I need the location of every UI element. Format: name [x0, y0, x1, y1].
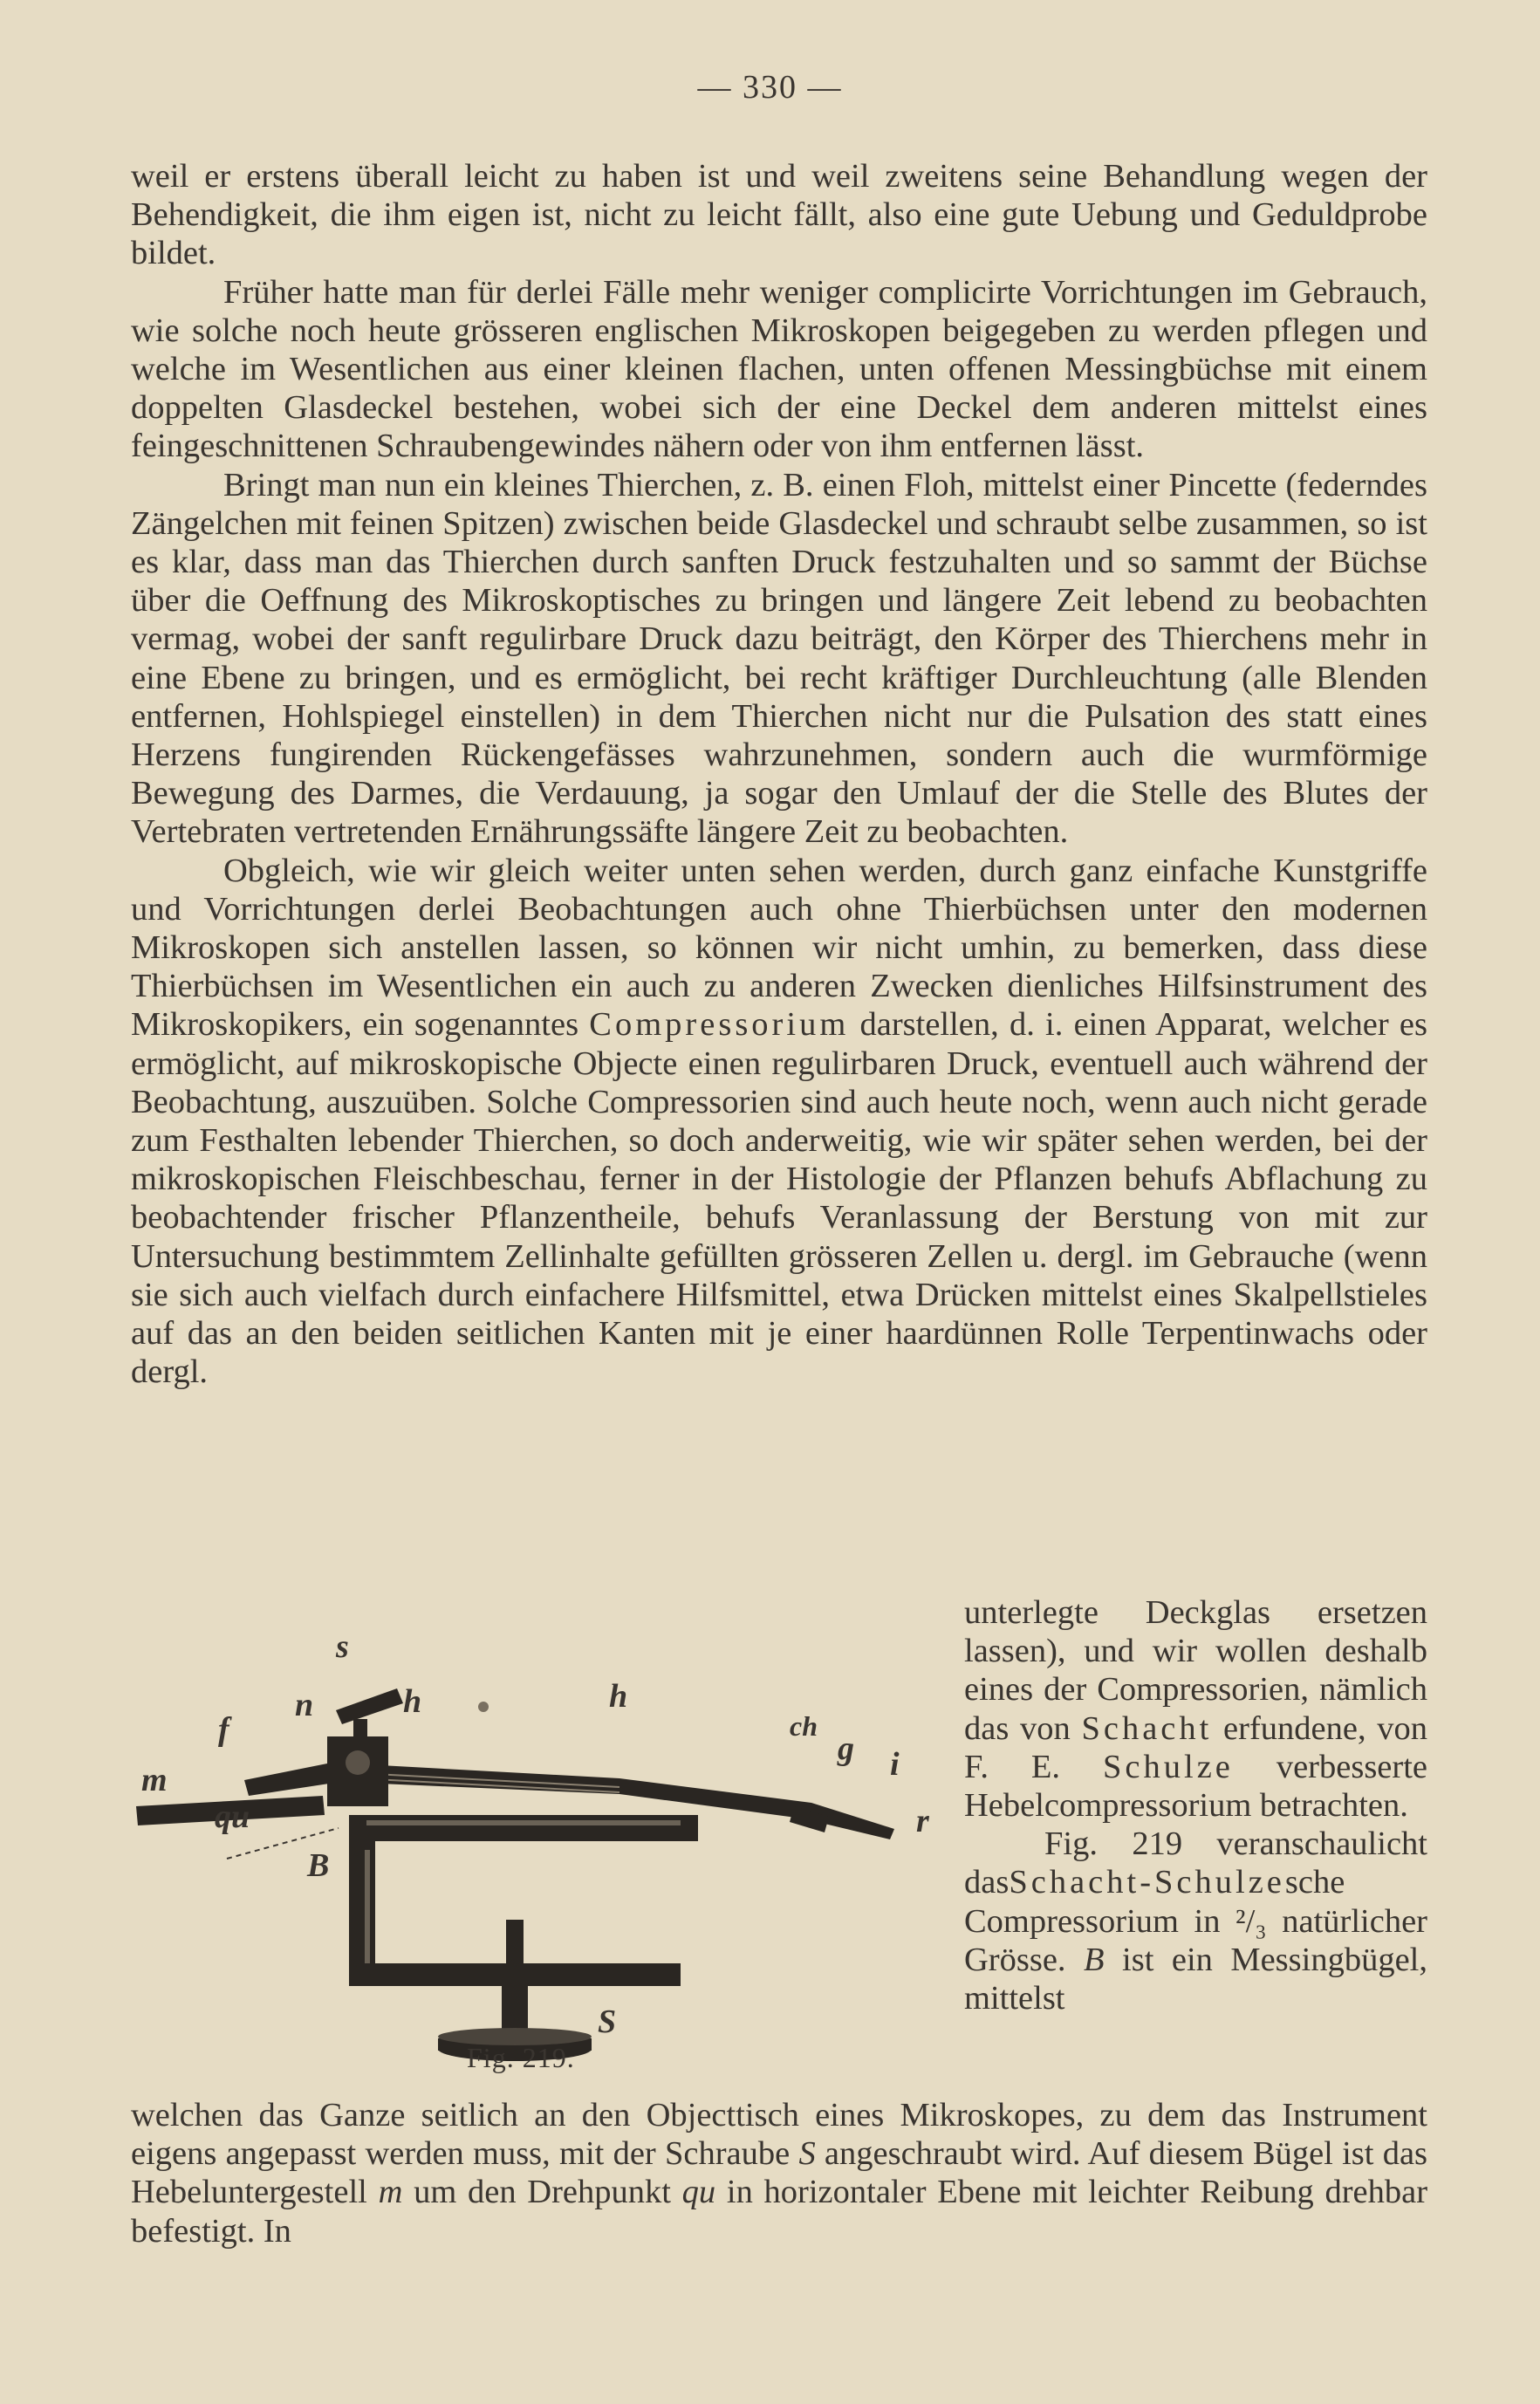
- side-text-a: unterlegte Deckglas ersetzen lassen), und wir wollen deshalb eines der Compressorien, nämlich das von: [964, 1594, 1427, 1747]
- var-B: B: [1084, 1941, 1105, 1978]
- label-o: [478, 1702, 489, 1712]
- bottom-text-d: in horizontaler Ebene mit leichter Reibung drehbar befestigt. In: [131, 2174, 1428, 2250]
- paragraph-4-part-a: Obgleich, wie wir gleich weiter unten sehen werden, durch ganz einfache Kunstgriffe und Vorrichtungen derlei Beobachtungen auch ohne Thierbüchsen unter den modernen Mikroskopen sich anstellen lassen, so können wir nicht umhin, zu bemerken, dass diese Thierbüchsen im Wesentlichen ein auch zu anderen Zwecken dienliches Hilfsinstrument des Mikroskopikers, ein sogenanntes: [131, 852, 1427, 1044]
- name-schulze: Schulze: [1103, 1748, 1234, 1785]
- side-paragraph: [964, 1593, 1427, 1825]
- var-m: m: [378, 2174, 403, 2211]
- compressorium-illustration: [131, 1632, 951, 2086]
- label-ch: ch: [790, 1710, 818, 1742]
- side-text-d: Fig. 219 veranschaulicht das: [964, 1825, 1427, 1901]
- paragraph-3: Bringt man nun ein kleines Thierchen, z. B. einen Floh, mittelst einer Pincette (federndes Zängelchen mit feinen Spitzen) zwischen beide Glasdeckel und schraubt selbe zusammen, so ist es klar, dass man das Thierchen durch sanften Druck festzuhalten und so sammt der Büchse über die Oeffnung des Mikroskoptisches zu bringen und längere Zeit lebend zu beobachten vermag, wobei der sanft regulirbare Druck dazu beiträgt, den Körper des Thierchens mehr in eine Ebene zu bringen, und es ermöglicht, bei recht kräftiger Durchleuchtung (alle Blenden entfernen, Hohlspiegel einstellen) in dem Thierchen nicht nur die Pulsation des statt eines Herzens fungirenden Rückengefässes wahrzunehmen, sondern auch die wurmförmige Bewegung des Darmes, die Verdauung, ja sogar den Umlauf der die Stelle des Blutes der Vertebraten vertretenden Ernährungssäfte längere Zeit zu beobachten.: [131, 466, 1427, 851]
- main-text-block: [131, 157, 1427, 1392]
- label-g: g: [838, 1730, 854, 1767]
- paragraph-2: Früher hatte man für derlei Fälle mehr weniger complicirte Vorrichtungen im Gebrauch, wie solche noch heute grösseren englischen Mikroskopen beigegeben zu werden pflegen und welche im Wesentlichen aus einer kleinen flachen, unten offenen Messingbüchse mit einem doppelten Glasdeckel bestehen, wobei sich der eine Deckel dem anderen mittelst eines feingeschnittenen Schraubengewindes nähern oder von ihm entfernen lässt.: [131, 273, 1427, 465]
- bottom-text-block: [131, 2096, 1427, 2250]
- paragraph-4-part-b: darstellen, d. i. einen Apparat, welcher es ermöglicht, auf mikroskopische Objecte einen regulirbaren Druck, eventuell auch während der Beobachtung, auszuüben. Solche Compressorien sind auch heute noch, wenn auch nicht gerade zum Festhalten lebender Thierchen, so doch anderweitig, wie wir später sehen werden, bei der mikroskopischen Fleischbeschau, ferner in der Histologie der Pflanzen behufs Abflachung zu beobachtender frischer Pflanzentheile, behufs Veranlassung der Berstung von mit zur Untersuchung bestimmtem Zellinhalte gefüllten grösseren Zellen u. dergl. im Gebrauche (wenn sie sich auch vielfach durch einfachere Hilfsmittel, etwa Drücken mittelst eines Skalpellstieles auf das an den beiden seitlichen Kanten mit je einer haardünnen Rolle Terpentinwachs oder dergl.: [131, 1006, 1427, 1391]
- term-compressorium: Compressorium: [589, 1006, 850, 1044]
- var-S: S: [798, 2135, 816, 2173]
- paragraph-bottom: [131, 2096, 1427, 2250]
- bottom-text-c: um den Drehpunkt: [414, 2174, 671, 2211]
- figure-219: [131, 1628, 951, 2086]
- label-B: B: [307, 1847, 330, 1884]
- label-S: S: [598, 2003, 617, 2040]
- label-r: r: [916, 1803, 929, 1839]
- side-text-b: erfundene, von F. E.: [964, 1709, 1428, 1785]
- side-text-column: [964, 1593, 1427, 2017]
- page-number: — 330 —: [697, 69, 843, 106]
- side-text-e: sche Compressorium in ²/₃ natürlicher Grösse.: [964, 1864, 1427, 1978]
- var-qu: qu: [681, 2174, 716, 2211]
- label-n: n: [295, 1687, 314, 1723]
- label-i: i: [890, 1746, 900, 1783]
- label-qu: qu: [215, 1798, 250, 1835]
- paragraph-4: [131, 852, 1427, 1392]
- label-m: m: [141, 1762, 168, 1798]
- side-text-c: verbesserte Hebelcompressorium betrachten.: [964, 1748, 1427, 1825]
- figure-caption: Fig. 219.: [467, 2042, 575, 2073]
- label-h-right: h: [609, 1678, 628, 1715]
- side-paragraph-2: [964, 1825, 1427, 2017]
- bottom-text-a: welchen das Ganze seitlich an den Objecttisch eines Mikroskopes, zu dem das Instrument eigens angepasst werden muss, mit der Schraube: [131, 2097, 1427, 2173]
- paragraph-1: weil er erstens überall leicht zu haben ist und weil zweitens seine Behandlung wegen der Behendigkeit, die ihm eigen ist, nicht zu leicht fällt, also eine gute Uebung und Geduldprobe bildet.: [131, 158, 1427, 272]
- label-h-left: h: [403, 1683, 422, 1720]
- bottom-text-b: angeschraubt wird. Auf diesem Bügel ist das Hebeluntergestell: [131, 2135, 1428, 2211]
- name-schacht-schulze: Schacht-Schulze: [1009, 1864, 1285, 1901]
- label-s: s: [336, 1628, 349, 1665]
- label-f: f: [218, 1711, 229, 1748]
- side-text-f: ist ein Messingbügel, mittelst: [964, 1941, 1428, 2017]
- name-schacht: Schacht: [1081, 1709, 1213, 1747]
